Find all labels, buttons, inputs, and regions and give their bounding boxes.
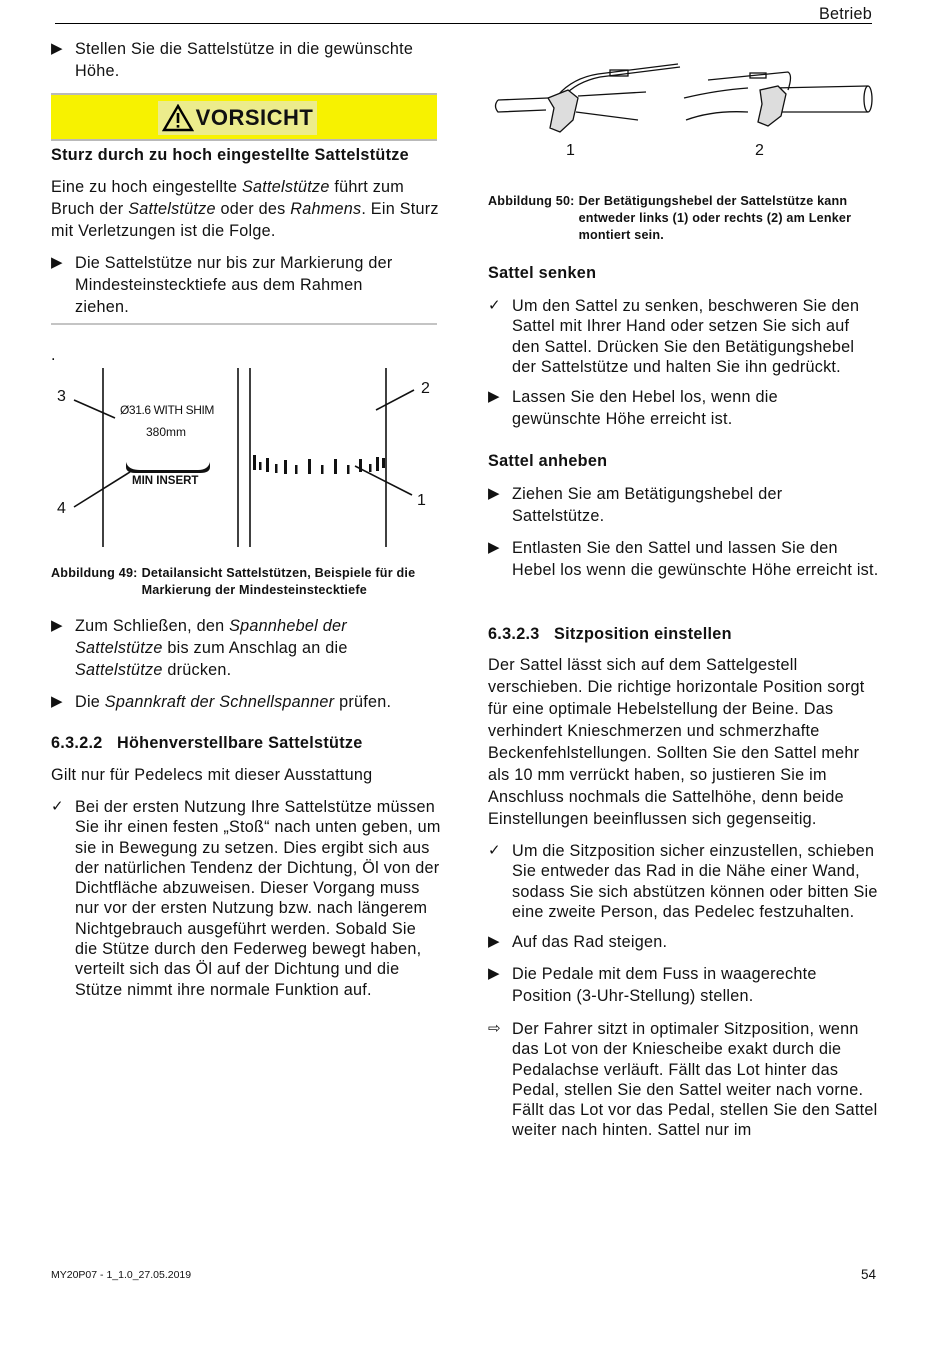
- section-heading-6-3-2-3: 6.3.2.3 Sitzposition einstellen: [488, 625, 732, 643]
- triangle-bullet-icon: ▶: [488, 539, 500, 556]
- seatpost-marking-illustration: [50, 360, 450, 560]
- warning-end-rule: [51, 323, 437, 325]
- triangle-bullet-icon: ▶: [488, 388, 500, 405]
- check-lower-saddle: ✓ Um den Sattel zu senken, beschweren Sie den Sattel mit Ihrer Hand oder setzen Sie sich auf den Sattel. Drücken Sie den Betätigungshebel der Sattelstütze und halten Sie ihn gedrückt.: [488, 297, 860, 376]
- result-optimal-position: ⇨ Der Fahrer sitzt in optimaler Sitzposition, wenn das Lot von der Kniescheibe exakt durch die Pedalachse verläuft. Fällt das Lot hinter das Pedal, stellen Sie den Sattel weiter nach vorne. Fällt das Lot vor das Pedal, stellen Sie den Sattel weiter nach hinten. Sattel nur im: [488, 1020, 878, 1140]
- text-segment: Die: [75, 693, 105, 711]
- callout-4: 4: [57, 500, 66, 517]
- figure-label-2: 2: [755, 142, 764, 159]
- figure-49: [50, 360, 450, 560]
- text-segment: . Ein Sturz mit Verletzungen ist die Folge.: [51, 200, 439, 240]
- seat-position-paragraph: Der Sattel lässt sich auf dem Sattelgestell verschieben. Die richtige horizontale Position sorgt für eine optimale Hebelstellung der Beine. Das verhindert Knieschmerzen und schmerzhafte Beckenfehlstellungen. Sollten Sie den Sattel mehr als 10 mm verrückt haben, so justieren Sie im Anschluss nochmals die Sattelhöhe, denn beide Einstellungen beeinflussen sich gegenseitig.: [488, 656, 865, 828]
- figure-49-caption: Abbildung 49: Detailansicht Sattelstützen, Beispiele für die Markierung der Mindesteinstecktiefe: [51, 566, 416, 597]
- check-icon: ✓: [488, 297, 501, 314]
- section-heading-6-3-2-2: 6.3.2.2 Höhenverstellbare Sattelstütze: [51, 734, 363, 752]
- triangle-bullet-icon: ▶: [51, 40, 63, 57]
- emphasized-term: Sattelstütze: [128, 200, 216, 218]
- lower-saddle-title: Sattel senken: [488, 264, 597, 282]
- spec-text: Ø31.6 WITH SHIM: [120, 403, 215, 417]
- section-title: Betrieb: [818, 5, 872, 23]
- step-check-clamp: [51, 691, 441, 713]
- triangle-bullet-icon: ▶: [51, 693, 63, 710]
- warning-text: [51, 176, 441, 242]
- footer-doc-id: MY20P07 - 1_1.0_27.05.2019: [51, 1269, 192, 1281]
- check-first-use: ✓ Bei der ersten Nutzung Ihre Sattelstütze müssen Sie ihr einen festen „Stoß“ nach unten geben, um sie in Bewegung zu setzen. Dies ergibt sich aus der natürlichen Tendenz der Dichtung, Öl von der Dichtfläche abzuweisen. Dieser Vorgang muss nur vor der ersten Nutzung bzw. nach längerem Nichtgebrauch ausgeführt werden. Sobald Sie die Stütze durch den Federweg bewegt haben, verteilt sich das Öl auf der Dichtung und die Stütze nimmt ihre normale Funktion auf.: [51, 798, 441, 999]
- warning-triangle-icon: [162, 104, 194, 132]
- step-pull-lever: ▶ Ziehen Sie am Betätigungshebel der Sattelstütze.: [488, 485, 783, 525]
- raise-saddle-title: Sattel anheben: [488, 452, 608, 470]
- step-release-lever: ▶ Lassen Sie den Hebel los, wenn die gewünschte Höhe erreicht ist.: [488, 388, 778, 428]
- callout-2: 2: [421, 380, 430, 397]
- page-number: 54: [861, 1267, 877, 1282]
- text-segment: prüfen.: [334, 693, 392, 711]
- figure-label-1: 1: [566, 142, 575, 159]
- emphasized-term: Sattelstütze: [241, 178, 330, 196]
- min-insert-text: MIN INSERT: [132, 475, 199, 487]
- warning-label: VORSICHT: [158, 101, 317, 135]
- warning-step: ▶ Die Sattelstütze nur bis zur Markierung der Mindesteinstecktiefe aus dem Rahmen ziehen.: [51, 254, 393, 316]
- triangle-bullet-icon: ▶: [51, 617, 63, 634]
- check-icon: ✓: [488, 842, 501, 859]
- callout-1: 1: [417, 492, 426, 509]
- step-unload-saddle: ▶ Entlasten Sie den Sattel und lassen Sie den Hebel los wenn die gewünschte Höhe erreicht ist.: [488, 539, 879, 579]
- triangle-bullet-icon: ▶: [488, 485, 500, 502]
- text-segment: Zum Schließen, den: [75, 617, 230, 635]
- step-mount-bike: ▶ Auf das Rad steigen.: [488, 933, 668, 951]
- emphasized-term: Rahmens: [290, 200, 362, 218]
- handlebar-lever-illustration: [488, 60, 878, 140]
- step-close-lever: [51, 615, 421, 681]
- warning-banner: [51, 93, 437, 141]
- warning-title: Sturz durch zu hoch eingestellte Sattelstütze: [51, 146, 409, 164]
- stray-dot: .: [51, 346, 56, 364]
- text-segment: drücken.: [162, 661, 232, 679]
- length-text: 380mm: [146, 425, 187, 439]
- step-pedals-horizontal: ▶ Die Pedale mit dem Fuss in waagerechte Position (3-Uhr-Stellung) stellen.: [488, 965, 817, 1005]
- applicability-note: Gilt nur für Pedelecs mit dieser Ausstattung: [51, 766, 373, 784]
- text-segment: bis zum Anschlag an die: [162, 639, 348, 657]
- check-secure-bike: ✓ Um die Sitzposition sicher einzustellen, schieben Sie entweder das Rad in die Nähe einer Wand, sodass Sie sich abstützen können oder bitten Sie eine zweite Person, das Pedelec festzuhalten.: [488, 842, 878, 921]
- emphasized-term: Spannkraft der Schnellspanner: [104, 693, 335, 711]
- text-segment: oder des: [215, 200, 291, 218]
- triangle-bullet-icon: ▶: [488, 933, 500, 950]
- callout-3: 3: [57, 388, 66, 405]
- result-arrow-icon: ⇨: [488, 1020, 501, 1037]
- emphasized-term: Spannhebel der Sattelstütze: [75, 617, 347, 657]
- triangle-bullet-icon: ▶: [51, 254, 63, 271]
- text-segment: führt zum Bruch der: [51, 178, 405, 218]
- triangle-bullet-icon: ▶: [488, 965, 500, 982]
- check-icon: ✓: [51, 798, 64, 815]
- step-adjust-height: ▶ Stellen Sie die Sattelstütze in die gewünschte Höhe.: [51, 40, 414, 80]
- figure-50: [488, 60, 878, 165]
- header-rule: [55, 23, 872, 24]
- figure-50-caption: Abbildung 50: Der Betätigungshebel der Sattelstütze kann entweder links (1) oder rechts (2) am Lenker montiert sein.: [488, 194, 852, 242]
- text-segment: Eine zu hoch eingestellte: [51, 178, 242, 196]
- emphasized-term: Sattelstütze: [75, 661, 163, 679]
